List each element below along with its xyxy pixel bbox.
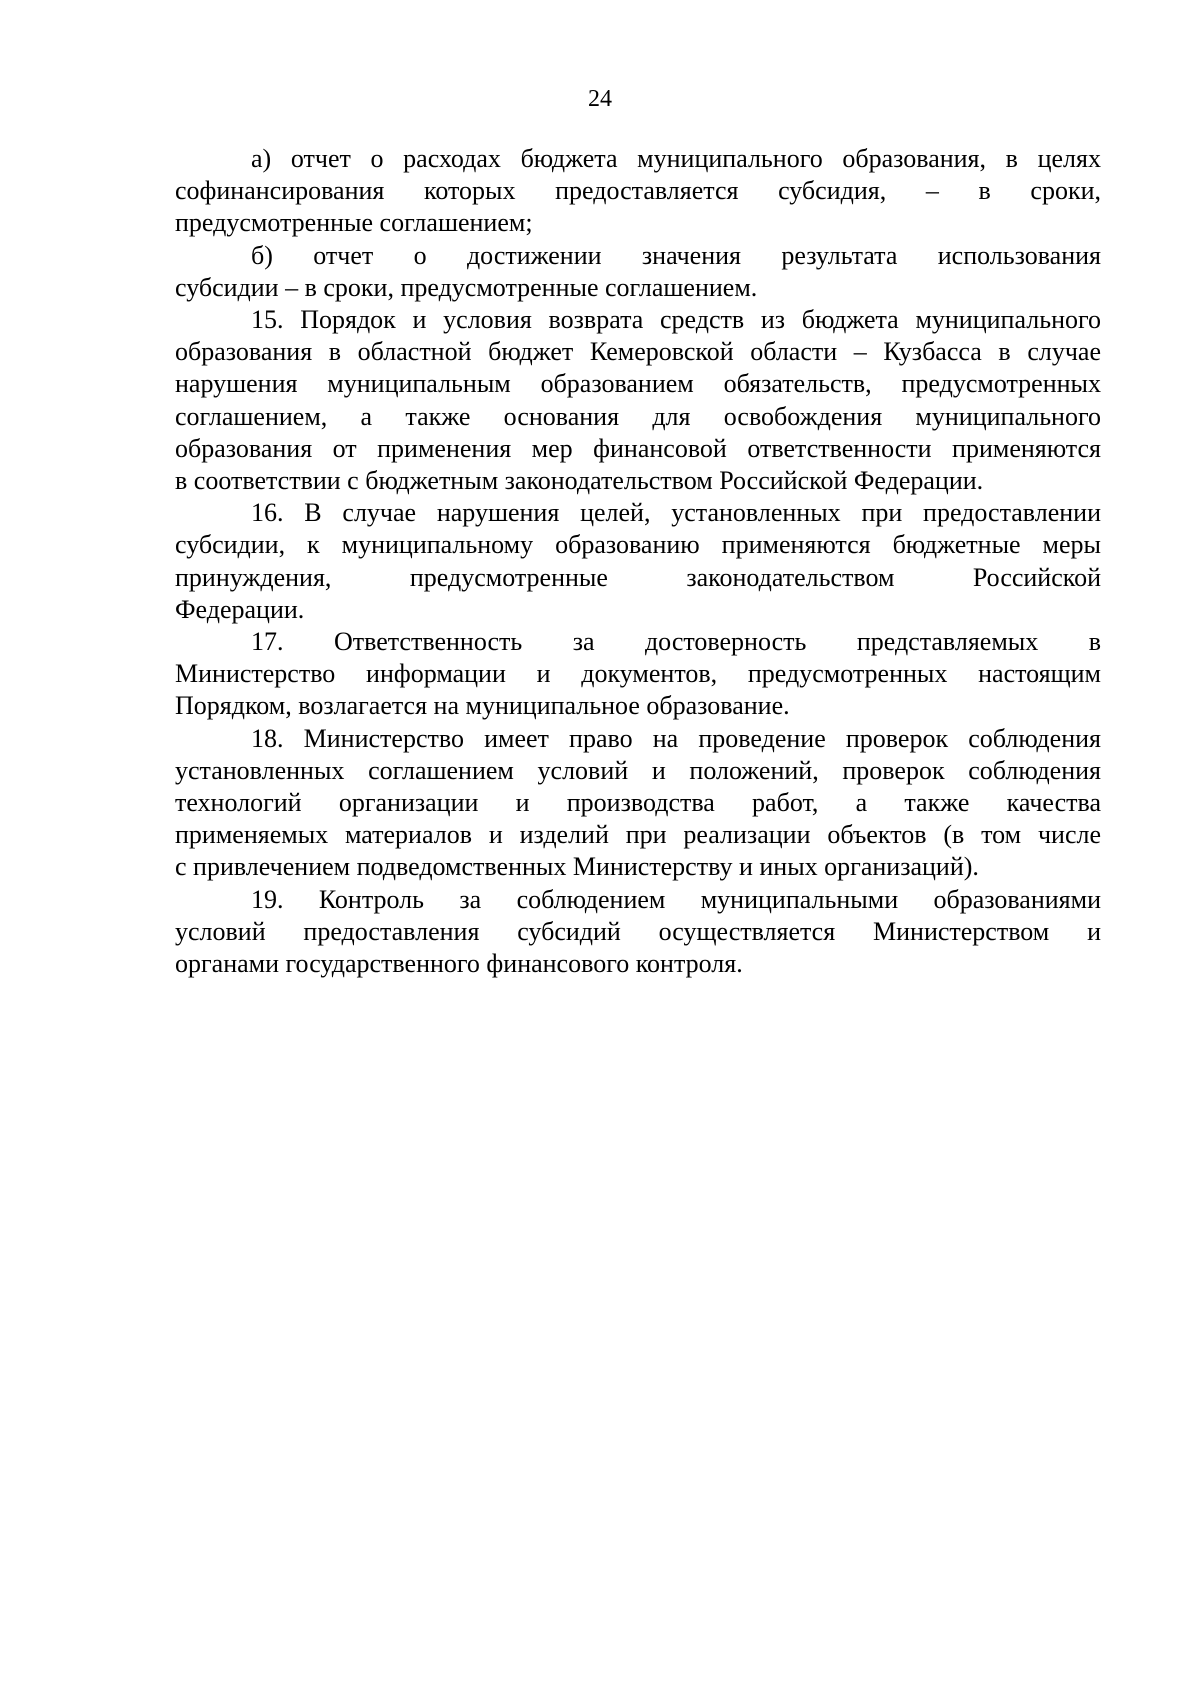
- paragraph-line: б) отчет о достижении значения результата использования: [251, 240, 1101, 270]
- document-body: [175, 143, 1101, 980]
- paragraph-line: органами государственного финансового контроля.: [175, 949, 743, 979]
- paragraph-line: 18. Министерство имеет право на проведение проверок соблюдения: [251, 723, 1101, 753]
- paragraph-line: Министерство информации и документов, предусмотренных настоящим: [175, 659, 1101, 689]
- paragraph-line: образования от применения мер финансовой ответственности применяются: [175, 433, 1101, 463]
- paragraph-line: в соответствии с бюджетным законодательством Российской Федерации.: [175, 466, 984, 496]
- paragraph-14b: [175, 240, 1101, 304]
- paragraph-15: [175, 304, 1101, 497]
- paragraph-line: 16. В случае нарушения целей, установленных при предоставлении: [251, 498, 1101, 528]
- paragraph-line: технологий организации и производства работ, а также качества: [175, 788, 1101, 818]
- paragraph-line: 15. Порядок и условия возврата средств из бюджета муниципального: [251, 305, 1101, 335]
- paragraph-14a: [175, 143, 1101, 240]
- paragraph-line: субсидии, к муниципальному образованию применяются бюджетные меры: [175, 530, 1101, 560]
- paragraph-line: 17. Ответственность за достоверность представляемых в: [251, 627, 1101, 657]
- paragraph-18: [175, 723, 1101, 884]
- paragraph-line: предусмотренные соглашением;: [175, 208, 533, 238]
- paragraph-line: Федерации.: [175, 594, 305, 624]
- paragraph-line: условий предоставления субсидий осуществляется Министерством и: [175, 916, 1101, 946]
- paragraph-line: применяемых материалов и изделий при реализации объектов (в том числе: [175, 820, 1101, 850]
- paragraph-line: софинансирования которых предоставляется субсидия, – в сроки,: [175, 176, 1101, 206]
- paragraph-line: а) отчет о расходах бюджета муниципального образования, в целях: [251, 144, 1101, 173]
- paragraph-line: соглашением, а также основания для освобождения муниципального: [175, 401, 1101, 431]
- paragraph-line: установленных соглашением условий и положений, проверок соблюдения: [175, 755, 1101, 785]
- paragraph-line: 19. Контроль за соблюдением муниципальными образованиями: [251, 884, 1101, 914]
- paragraph-line: с привлечением подведомственных Министерству и иных организаций).: [175, 852, 979, 882]
- page-number: 24: [588, 86, 612, 112]
- paragraph-line: образования в областной бюджет Кемеровской области – Кузбасса в случае: [175, 337, 1101, 367]
- paragraph-16: [175, 497, 1101, 626]
- paragraph-17: [175, 626, 1101, 723]
- paragraph-19: [175, 884, 1101, 981]
- paragraph-line: нарушения муниципальным образованием обязательств, предусмотренных: [175, 369, 1101, 399]
- paragraph-line: субсидии – в сроки, предусмотренные соглашением.: [175, 272, 758, 302]
- paragraph-line: принуждения, предусмотренные законодательством Российской: [175, 562, 1101, 592]
- paragraph-line: Порядком, возлагается на муниципальное образование.: [175, 691, 790, 721]
